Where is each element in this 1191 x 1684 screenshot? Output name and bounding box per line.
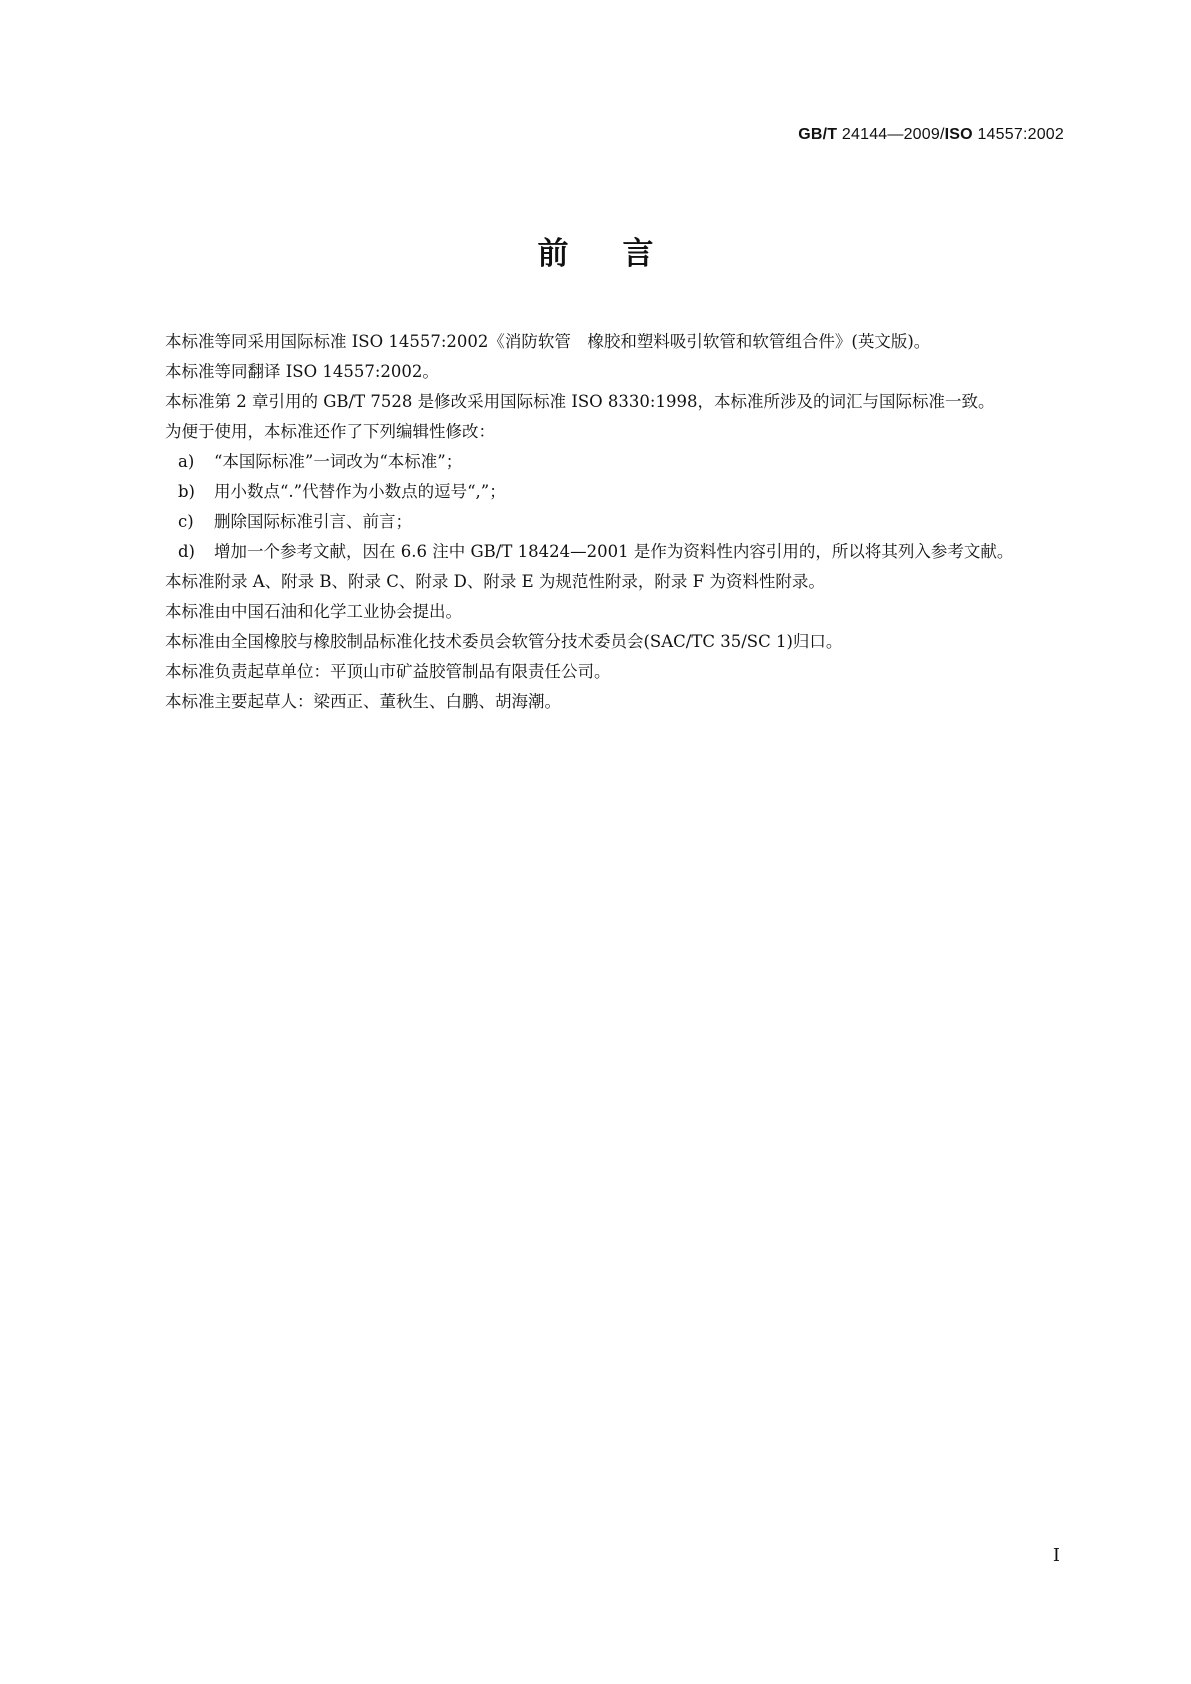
paragraph-adoption: 本标准等同采用国际标准 ISO 14557:2002《消防软管 橡胶和塑料吸引软管和软管组合件》(英文版)。: [165, 332, 931, 351]
list-item-mark: b): [178, 482, 195, 501]
list-item-mark: a): [178, 452, 195, 471]
standard-code-iso-number: 14557:2002: [972, 126, 1064, 143]
list-item-text: 用小数点“.”代替作为小数点的逗号“,”；: [214, 482, 506, 501]
foreword-body: [132, 327, 1059, 717]
paragraph-edits-intro: 为便于使用，本标准还作了下列编辑性修改：: [165, 422, 495, 441]
paragraph-proposer: 本标准由中国石油和化学工业协会提出。: [165, 602, 462, 621]
standard-code: [798, 126, 1064, 144]
list-item: [132, 507, 1059, 537]
list-item: [132, 477, 1059, 507]
list-item-text: 增加一个参考文献，因在 6.6 注中 GB/T 18424—2001 是作为资料性内容引用的，所以将其列入参考文献。: [214, 542, 1014, 561]
standard-code-iso: ISO: [944, 126, 973, 143]
paragraph-reference: 本标准第 2 章引用的 GB/T 7528 是修改采用国际标准 ISO 8330:1998，本标准所涉及的词汇与国际标准一致。: [165, 392, 995, 411]
paragraph-drafters: 本标准主要起草人：梁西正、董秋生、白鹏、胡海潮。: [165, 692, 561, 711]
list-item-mark: d): [178, 542, 195, 561]
paragraph-annexes: 本标准附录 A、附录 B、附录 C、附录 D、附录 E 为规范性附录，附录 F 为资料性附录。: [165, 572, 825, 591]
list-item: [132, 537, 1059, 567]
list-item-text: 删除国际标准引言、前言；: [214, 512, 412, 531]
paragraph-drafting-unit: 本标准负责起草单位：平顶山市矿益胶管制品有限责任公司。: [165, 662, 611, 681]
standard-code-gb: GB/T: [798, 126, 838, 143]
page-number: I: [1052, 1545, 1060, 1566]
list-item-text: “本国际标准”一词改为“本标准”；: [214, 452, 463, 471]
standard-code-gb-number: 24144—2009/: [837, 126, 945, 143]
list-item: [132, 447, 1059, 477]
paragraph-committee: 本标准由全国橡胶与橡胶制品标准化技术委员会软管分技术委员会(SAC/TC 35/SC 1)归口。: [165, 632, 843, 651]
page-title: 前言: [537, 236, 708, 272]
list-item-mark: c): [178, 512, 194, 531]
paragraph-translation: 本标准等同翻译 ISO 14557:2002。: [165, 362, 439, 381]
